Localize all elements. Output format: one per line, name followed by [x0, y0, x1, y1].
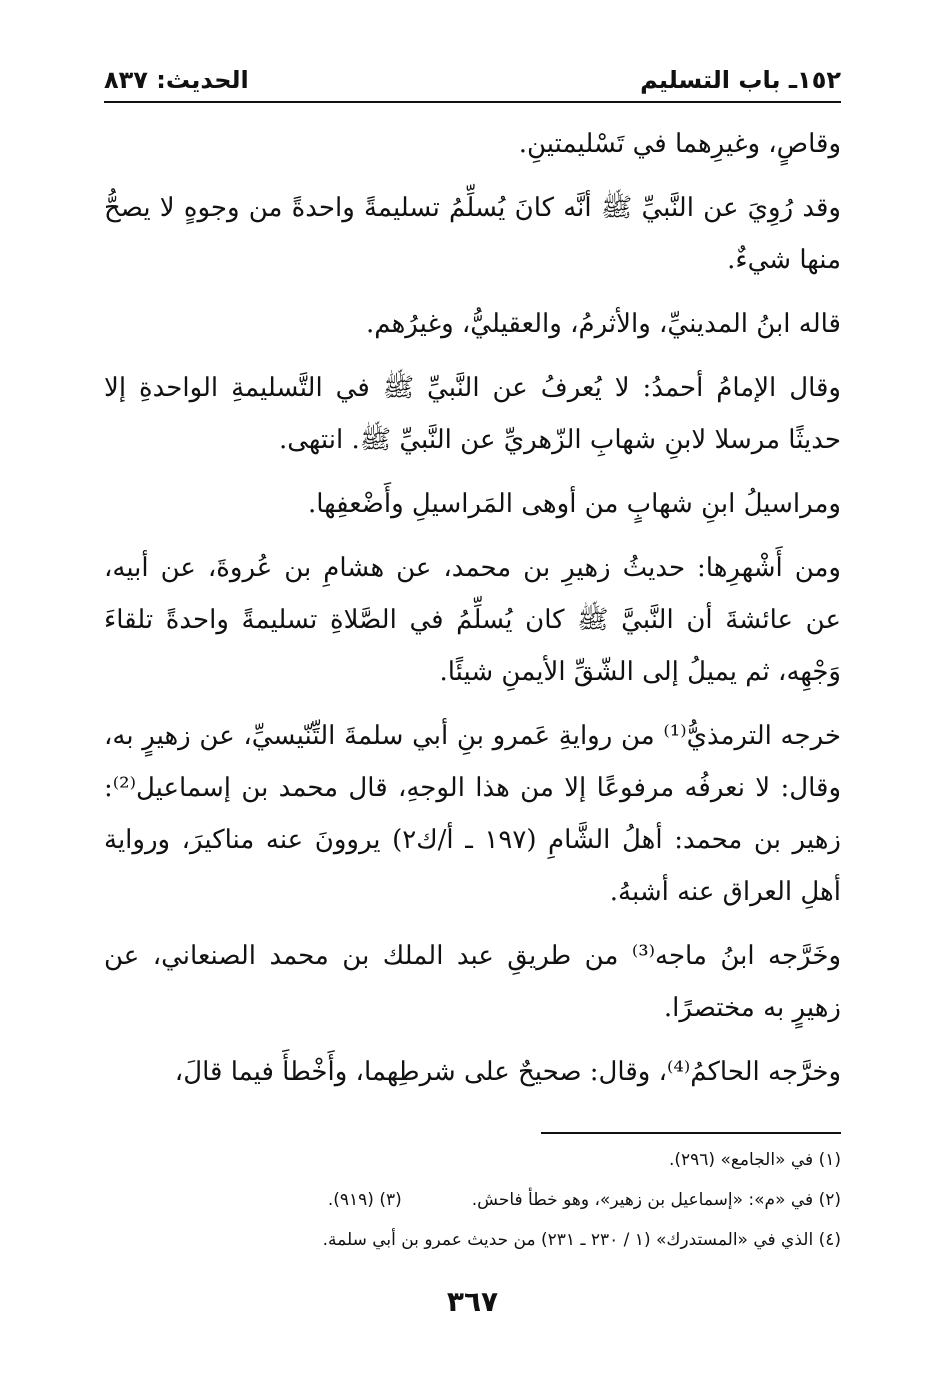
- paragraph: وخَرَّجه ابنُ ماجه⁽³⁾ من طريقِ عبد الملك بن محمد الصنعاني، عن زهيرٍ به مختصرًا.: [104, 941, 841, 1023]
- footnote-row: [104, 1180, 841, 1220]
- paragraph: وقاصٍ، وغيرِهما في تَسْليمتينِ.: [518, 129, 841, 159]
- footnote-4: (٤) الذي في «المستدرك» (١ / ٢٣٠ ـ ٢٣١) من حديث عمرو بن أبي سلمة.: [322, 1230, 841, 1250]
- running-header: [104, 58, 841, 98]
- footnote-2: (٢) في «م»: «إسماعيل بن زهير»، وهو خطأ فاحش.: [471, 1190, 841, 1210]
- paragraph: ومن أَشْهرِها: حديثُ زهيرِ بن محمد، عن هشامِ بن عُروةَ، عن أبيه، عن عائشةَ أن النَّبيَّ ﷺ كان يُسلِّمُ في الصَّلاةِ تسليمةً واحدةً تلقاءَ وَجْهِه، ثم يميلُ إلى الشّقِّ الأيمنِ شيئًا.: [104, 553, 841, 687]
- paragraph: وقد رُوِيَ عن النَّبيِّ ﷺ أنَّه كانَ يُسلِّمُ تسليمةً واحدةً من وجوهٍ لا يصحُّ منها شيءٌ.: [104, 193, 841, 275]
- main-text: [104, 118, 841, 1098]
- paragraph: وقال الإمامُ أحمدُ: لا يُعرفُ عن النَّبيِّ ﷺ في التَّسليمةِ الواحدةِ إلا حديثًا مرسلا لابنِ شهابِ الزّهريِّ عن النَّبيِّ ﷺ. انتهى.: [104, 373, 841, 455]
- chapter-title: ١٥٢ـ باب التسليم: [640, 66, 841, 94]
- page-number: ٣٦٧: [446, 1285, 499, 1318]
- footnote-divider: [541, 1132, 841, 1134]
- paragraph: قاله ابنُ المدينيِّ، والأثرمُ، والعقيليُّ، وغيرُهم.: [366, 309, 841, 339]
- footnote-3: (٣) (٩١٩).: [327, 1190, 402, 1210]
- paragraph: ومراسيلُ ابنِ شهابٍ من أوهى المَراسيلِ وأَضْعفِها.: [307, 489, 841, 519]
- paragraph: وخرَّجه الحاكمُ⁽⁴⁾، وقال: صحيحٌ على شرطِهما، وأَخْطأَ فيما قالَ،: [174, 1057, 841, 1087]
- header-divider: [104, 101, 841, 103]
- hadith-number: الحديث: ٨٣٧: [104, 66, 249, 94]
- paragraph: خرجه الترمذيُّ⁽¹⁾ من روايةِ عَمرو بنِ أبي سلمةَ التِّنّيسيِّ، عن زهيرٍ به، وقال: لا نعرفُه مرفوعًا إلا من هذا الوجهِ، قال محمد بن إسماعيل⁽²⁾: زهير بن محمد: أهلُ الشَّامِ (١٩٧ ـ أ/ك٢) يروونَ عنه مناكيرَ، ورواية أهلِ العراق عنه أشبهُ.: [104, 721, 841, 907]
- footnotes: [104, 1140, 841, 1260]
- footnote-1: (١) في «الجامع» (٢٩٦).: [668, 1150, 841, 1170]
